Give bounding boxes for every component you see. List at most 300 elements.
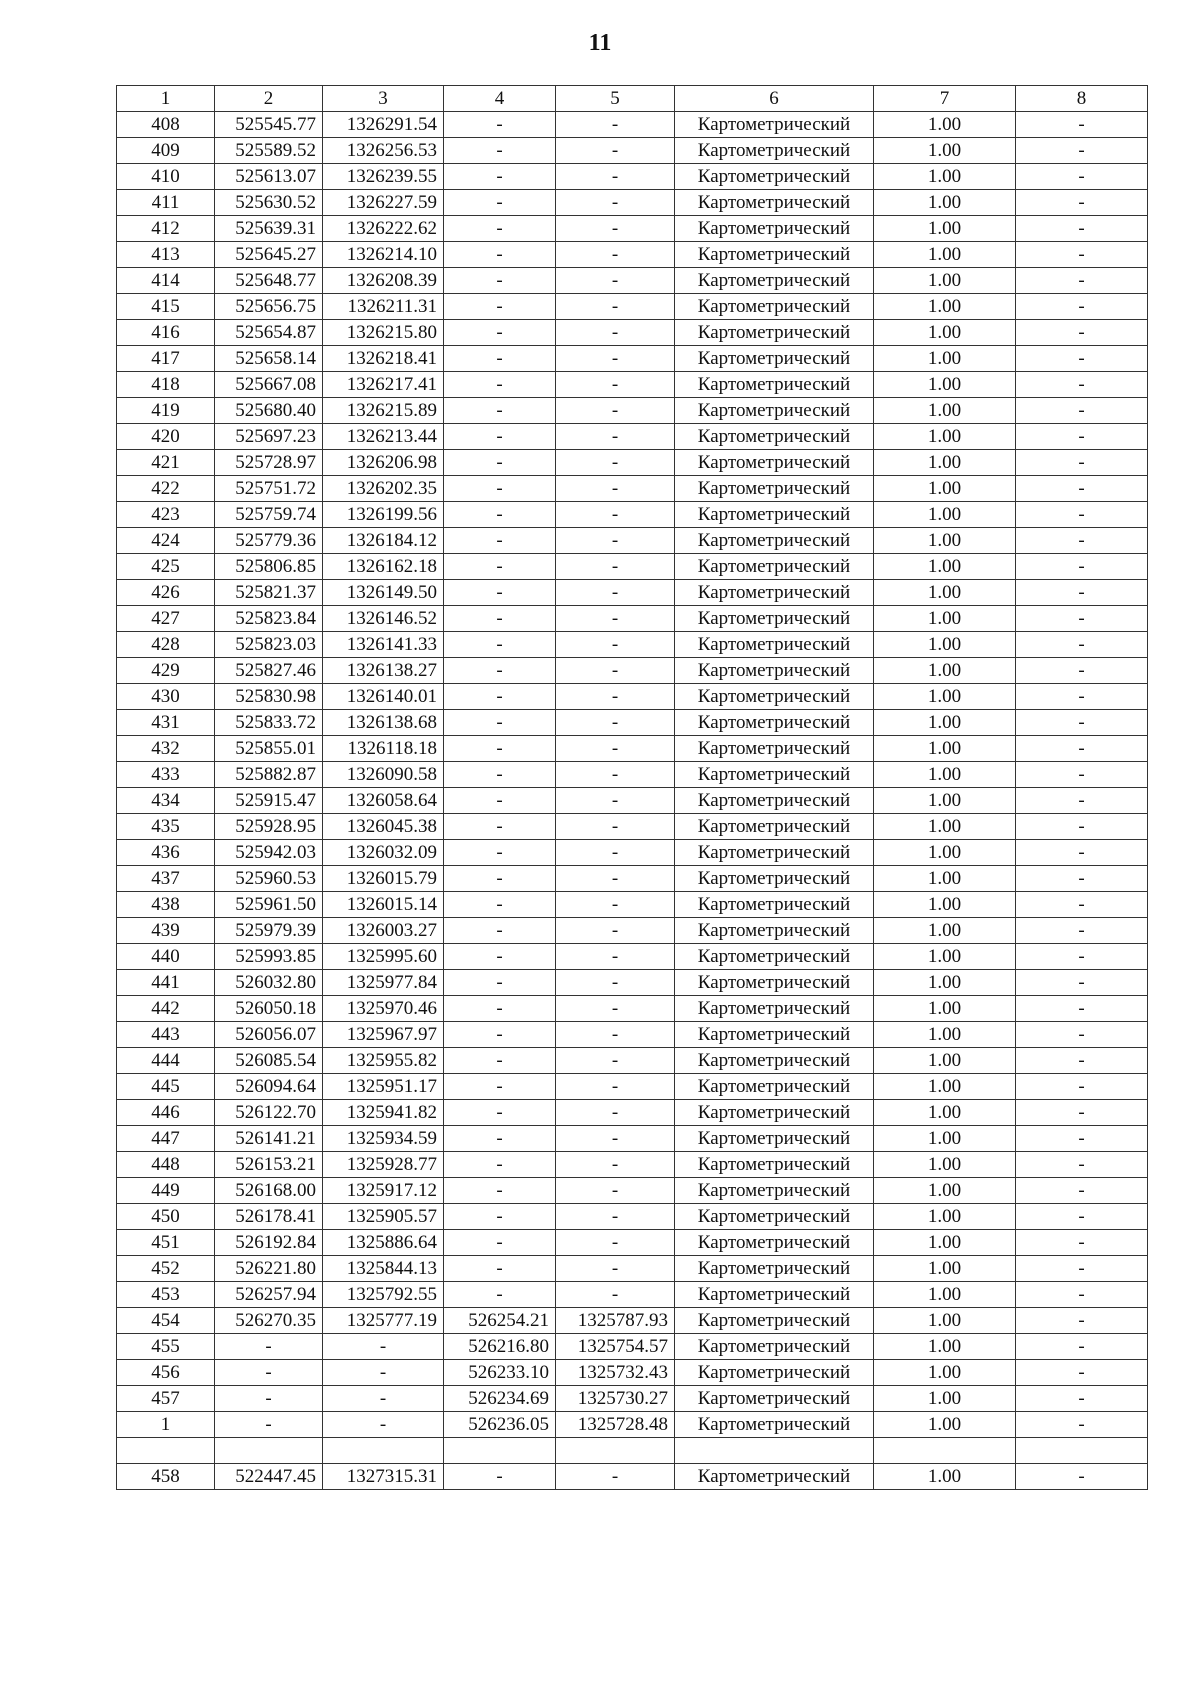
cell-y-coordinate: 1325995.60 bbox=[323, 944, 444, 970]
cell-accuracy: 1.00 bbox=[874, 372, 1016, 398]
cell-y-coordinate: 1325934.59 bbox=[323, 1126, 444, 1152]
cell-y-coordinate: 1326058.64 bbox=[323, 788, 444, 814]
cell-description: - bbox=[1016, 138, 1148, 164]
cell-y-coordinate: 1325844.13 bbox=[323, 1256, 444, 1282]
cell-x-coordinate: 525823.03 bbox=[215, 632, 323, 658]
cell-point-number: 440 bbox=[117, 944, 215, 970]
cell-method: Картометрический bbox=[675, 138, 874, 164]
cell-x-coordinate: 525979.39 bbox=[215, 918, 323, 944]
table-row bbox=[117, 372, 1148, 398]
cell-point-number: 456 bbox=[117, 1360, 215, 1386]
cell-method: Картометрический bbox=[675, 1308, 874, 1334]
cell-x-coordinate-new: - bbox=[444, 1048, 556, 1074]
cell-x-coordinate: 525827.46 bbox=[215, 658, 323, 684]
cell-description: - bbox=[1016, 710, 1148, 736]
cell-y-coordinate: 1326003.27 bbox=[323, 918, 444, 944]
cell-method: Картометрический bbox=[675, 814, 874, 840]
cell-y-coordinate: 1327315.31 bbox=[323, 1464, 444, 1490]
cell-y-coordinate-new: - bbox=[556, 450, 675, 476]
cell-x-coordinate: - bbox=[215, 1386, 323, 1412]
cell-y-coordinate-new: - bbox=[556, 346, 675, 372]
cell-point-number: 451 bbox=[117, 1230, 215, 1256]
cell-x-coordinate: 525680.40 bbox=[215, 398, 323, 424]
cell-accuracy: 1.00 bbox=[874, 1386, 1016, 1412]
cell-x-coordinate-new: - bbox=[444, 1178, 556, 1204]
cell-y-coordinate: 1326218.41 bbox=[323, 346, 444, 372]
cell-x-coordinate: 526032.80 bbox=[215, 970, 323, 996]
cell-x-coordinate: 525667.08 bbox=[215, 372, 323, 398]
cell-accuracy: 1.00 bbox=[874, 736, 1016, 762]
cell-method: Картометрический bbox=[675, 684, 874, 710]
table-row bbox=[117, 1282, 1148, 1308]
cell-description: - bbox=[1016, 268, 1148, 294]
cell-point-number: 431 bbox=[117, 710, 215, 736]
column-header-8: 8 bbox=[1016, 86, 1148, 112]
cell-x-coordinate: 525821.37 bbox=[215, 580, 323, 606]
cell-x-coordinate: 526050.18 bbox=[215, 996, 323, 1022]
cell-description: - bbox=[1016, 1100, 1148, 1126]
cell-description: - bbox=[1016, 1204, 1148, 1230]
cell-y-coordinate: 1326162.18 bbox=[323, 554, 444, 580]
cell-x-coordinate: 525654.87 bbox=[215, 320, 323, 346]
table-row bbox=[117, 268, 1148, 294]
table-row bbox=[117, 502, 1148, 528]
cell-x-coordinate: 525806.85 bbox=[215, 554, 323, 580]
cell-y-coordinate-new: - bbox=[556, 996, 675, 1022]
cell-method: Картометрический bbox=[675, 1230, 874, 1256]
cell-x-coordinate-new: - bbox=[444, 892, 556, 918]
cell-accuracy: 1.00 bbox=[874, 502, 1016, 528]
cell-point-number: 454 bbox=[117, 1308, 215, 1334]
cell-accuracy: 1.00 bbox=[874, 840, 1016, 866]
cell-y-coordinate-new: 1325754.57 bbox=[556, 1334, 675, 1360]
cell-x-coordinate: 525928.95 bbox=[215, 814, 323, 840]
table-row bbox=[117, 320, 1148, 346]
cell-y-coordinate: 1326199.56 bbox=[323, 502, 444, 528]
cell-method: Картометрический bbox=[675, 762, 874, 788]
cell-description: - bbox=[1016, 736, 1148, 762]
cell-y-coordinate: 1325792.55 bbox=[323, 1282, 444, 1308]
coordinates-table bbox=[116, 85, 1148, 1490]
cell-accuracy: 1.00 bbox=[874, 294, 1016, 320]
cell-point-number: 439 bbox=[117, 918, 215, 944]
table-row bbox=[117, 996, 1148, 1022]
cell-y-coordinate-new: - bbox=[556, 424, 675, 450]
cell-y-coordinate: 1326256.53 bbox=[323, 138, 444, 164]
cell-y-coordinate: 1326211.31 bbox=[323, 294, 444, 320]
cell-y-coordinate: 1325928.77 bbox=[323, 1152, 444, 1178]
table-row bbox=[117, 866, 1148, 892]
cell-x-coordinate: 526192.84 bbox=[215, 1230, 323, 1256]
cell-x-coordinate: 525589.52 bbox=[215, 138, 323, 164]
cell-x-coordinate: 526094.64 bbox=[215, 1074, 323, 1100]
cell-y-coordinate: 1326138.68 bbox=[323, 710, 444, 736]
cell-y-coordinate-new: - bbox=[556, 112, 675, 138]
cell-method: Картометрический bbox=[675, 1282, 874, 1308]
cell-x-coordinate-new: 526236.05 bbox=[444, 1412, 556, 1438]
cell-y-coordinate: 1326118.18 bbox=[323, 736, 444, 762]
cell-method: Картометрический bbox=[675, 1152, 874, 1178]
cell-y-coordinate-new: - bbox=[556, 632, 675, 658]
table-row bbox=[117, 294, 1148, 320]
cell-y-coordinate: 1325977.84 bbox=[323, 970, 444, 996]
cell-y-coordinate-new: - bbox=[556, 372, 675, 398]
cell-x-coordinate: 525759.74 bbox=[215, 502, 323, 528]
cell-y-coordinate-new: - bbox=[556, 1126, 675, 1152]
table-row bbox=[117, 450, 1148, 476]
cell-point-number: 448 bbox=[117, 1152, 215, 1178]
cell-y-coordinate-new: - bbox=[556, 1230, 675, 1256]
cell-y-coordinate-new: - bbox=[556, 476, 675, 502]
cell-x-coordinate: 525961.50 bbox=[215, 892, 323, 918]
cell-y-coordinate: 1325905.57 bbox=[323, 1204, 444, 1230]
cell-y-coordinate-new: - bbox=[556, 866, 675, 892]
table-row bbox=[117, 398, 1148, 424]
cell-method: Картометрический bbox=[675, 918, 874, 944]
cell-y-coordinate: - bbox=[323, 1334, 444, 1360]
cell-y-coordinate: 1326239.55 bbox=[323, 164, 444, 190]
cell-x-coordinate-new: - bbox=[444, 684, 556, 710]
cell-method: Картометрический bbox=[675, 580, 874, 606]
cell-y-coordinate-new: - bbox=[556, 320, 675, 346]
cell-point-number: 418 bbox=[117, 372, 215, 398]
cell-description: - bbox=[1016, 762, 1148, 788]
cell-point-number: 438 bbox=[117, 892, 215, 918]
cell-y-coordinate: 1326138.27 bbox=[323, 658, 444, 684]
cell-method: Картометрический bbox=[675, 1074, 874, 1100]
column-header-4: 4 bbox=[444, 86, 556, 112]
cell-description: - bbox=[1016, 1230, 1148, 1256]
cell-y-coordinate: 1325777.19 bbox=[323, 1308, 444, 1334]
cell-y-coordinate: 1326015.79 bbox=[323, 866, 444, 892]
cell-x-coordinate: 525942.03 bbox=[215, 840, 323, 866]
cell-description: - bbox=[1016, 216, 1148, 242]
cell-point-number: 441 bbox=[117, 970, 215, 996]
cell-description: - bbox=[1016, 1152, 1148, 1178]
table-row bbox=[117, 788, 1148, 814]
table-row bbox=[117, 1074, 1148, 1100]
table-header-row bbox=[117, 86, 1148, 112]
cell-accuracy: 1.00 bbox=[874, 1074, 1016, 1100]
cell-y-coordinate: 1326015.14 bbox=[323, 892, 444, 918]
cell-point-number: 429 bbox=[117, 658, 215, 684]
cell-method: Картометрический bbox=[675, 1360, 874, 1386]
cell-point-number: 450 bbox=[117, 1204, 215, 1230]
cell-y-coordinate: 1326215.80 bbox=[323, 320, 444, 346]
cell-y-coordinate-new: - bbox=[556, 1022, 675, 1048]
cell-y-coordinate-new: - bbox=[556, 892, 675, 918]
cell-x-coordinate-new: - bbox=[444, 814, 556, 840]
cell-y-coordinate: 1325886.64 bbox=[323, 1230, 444, 1256]
cell-point-number: 444 bbox=[117, 1048, 215, 1074]
cell-method: Картометрический bbox=[675, 1178, 874, 1204]
cell-description: - bbox=[1016, 372, 1148, 398]
table-row bbox=[117, 1464, 1148, 1490]
cell-x-coordinate-new: - bbox=[444, 294, 556, 320]
cell-description: - bbox=[1016, 892, 1148, 918]
cell-description: - bbox=[1016, 814, 1148, 840]
cell-x-coordinate-new: - bbox=[444, 1152, 556, 1178]
table-row bbox=[117, 1308, 1148, 1334]
cell-description: - bbox=[1016, 944, 1148, 970]
cell-y-coordinate: 1325917.12 bbox=[323, 1178, 444, 1204]
cell-point-number: 435 bbox=[117, 814, 215, 840]
table-row bbox=[117, 138, 1148, 164]
cell-point-number bbox=[117, 1438, 215, 1464]
table-row bbox=[117, 892, 1148, 918]
cell-accuracy: 1.00 bbox=[874, 970, 1016, 996]
table-row bbox=[117, 762, 1148, 788]
cell-y-coordinate: 1326206.98 bbox=[323, 450, 444, 476]
cell-point-number: 437 bbox=[117, 866, 215, 892]
cell-accuracy: 1.00 bbox=[874, 788, 1016, 814]
cell-method: Картометрический bbox=[675, 710, 874, 736]
cell-accuracy: 1.00 bbox=[874, 1152, 1016, 1178]
cell-point-number: 423 bbox=[117, 502, 215, 528]
cell-x-coordinate: 525697.23 bbox=[215, 424, 323, 450]
cell-accuracy: 1.00 bbox=[874, 268, 1016, 294]
cell-method: Картометрический bbox=[675, 866, 874, 892]
table-row bbox=[117, 528, 1148, 554]
cell-description: - bbox=[1016, 1126, 1148, 1152]
table-row bbox=[117, 684, 1148, 710]
cell-y-coordinate-new: - bbox=[556, 788, 675, 814]
column-header-3: 3 bbox=[323, 86, 444, 112]
cell-method: Картометрический bbox=[675, 1256, 874, 1282]
cell-x-coordinate: 525639.31 bbox=[215, 216, 323, 242]
cell-accuracy: 1.00 bbox=[874, 1048, 1016, 1074]
cell-method: Картометрический bbox=[675, 294, 874, 320]
table-body bbox=[117, 112, 1148, 1490]
cell-y-coordinate-new: - bbox=[556, 268, 675, 294]
table-row bbox=[117, 112, 1148, 138]
cell-x-coordinate: 525545.77 bbox=[215, 112, 323, 138]
cell-point-number: 458 bbox=[117, 1464, 215, 1490]
cell-x-coordinate: 525645.27 bbox=[215, 242, 323, 268]
cell-accuracy: 1.00 bbox=[874, 580, 1016, 606]
cell-x-coordinate: - bbox=[215, 1360, 323, 1386]
cell-x-coordinate: 525658.14 bbox=[215, 346, 323, 372]
cell-y-coordinate-new: - bbox=[556, 1100, 675, 1126]
cell-method: Картометрический bbox=[675, 1204, 874, 1230]
cell-x-coordinate: 526153.21 bbox=[215, 1152, 323, 1178]
cell-x-coordinate-new: - bbox=[444, 242, 556, 268]
cell-y-coordinate: 1326141.33 bbox=[323, 632, 444, 658]
cell-x-coordinate: - bbox=[215, 1412, 323, 1438]
cell-accuracy: 1.00 bbox=[874, 450, 1016, 476]
table-row bbox=[117, 1386, 1148, 1412]
cell-y-coordinate-new: - bbox=[556, 216, 675, 242]
cell-x-coordinate bbox=[215, 1438, 323, 1464]
cell-method: Картометрический bbox=[675, 346, 874, 372]
cell-description: - bbox=[1016, 294, 1148, 320]
cell-y-coordinate-new: - bbox=[556, 606, 675, 632]
cell-description: - bbox=[1016, 918, 1148, 944]
cell-point-number: 446 bbox=[117, 1100, 215, 1126]
table-row bbox=[117, 606, 1148, 632]
cell-method: Картометрический bbox=[675, 606, 874, 632]
cell-y-coordinate-new: - bbox=[556, 164, 675, 190]
table-row bbox=[117, 944, 1148, 970]
cell-accuracy: 1.00 bbox=[874, 1178, 1016, 1204]
cell-x-coordinate: 525613.07 bbox=[215, 164, 323, 190]
cell-method: Картометрический bbox=[675, 398, 874, 424]
table-row bbox=[117, 632, 1148, 658]
table-row bbox=[117, 1334, 1148, 1360]
cell-point-number: 428 bbox=[117, 632, 215, 658]
cell-point-number: 457 bbox=[117, 1386, 215, 1412]
cell-y-coordinate-new: - bbox=[556, 190, 675, 216]
cell-x-coordinate-new: - bbox=[444, 346, 556, 372]
cell-x-coordinate-new: - bbox=[444, 138, 556, 164]
cell-y-coordinate: 1326140.01 bbox=[323, 684, 444, 710]
cell-description: - bbox=[1016, 632, 1148, 658]
cell-y-coordinate-new: - bbox=[556, 970, 675, 996]
cell-y-coordinate: 1326227.59 bbox=[323, 190, 444, 216]
table-row bbox=[117, 1230, 1148, 1256]
page-number: 11 bbox=[588, 30, 612, 56]
cell-x-coordinate: 525915.47 bbox=[215, 788, 323, 814]
cell-x-coordinate-new: - bbox=[444, 866, 556, 892]
cell-accuracy: 1.00 bbox=[874, 190, 1016, 216]
cell-x-coordinate-new: - bbox=[444, 528, 556, 554]
cell-description: - bbox=[1016, 476, 1148, 502]
cell-method: Картометрический bbox=[675, 268, 874, 294]
cell-y-coordinate-new: 1325732.43 bbox=[556, 1360, 675, 1386]
cell-y-coordinate: 1325951.17 bbox=[323, 1074, 444, 1100]
cell-description: - bbox=[1016, 1048, 1148, 1074]
cell-point-number: 422 bbox=[117, 476, 215, 502]
cell-point-number: 1 bbox=[117, 1412, 215, 1438]
cell-method bbox=[675, 1438, 874, 1464]
cell-x-coordinate-new: - bbox=[444, 996, 556, 1022]
table-row bbox=[117, 1178, 1148, 1204]
cell-x-coordinate-new: - bbox=[444, 424, 556, 450]
cell-method: Картометрический bbox=[675, 424, 874, 450]
cell-x-coordinate: 526178.41 bbox=[215, 1204, 323, 1230]
cell-y-coordinate: 1325955.82 bbox=[323, 1048, 444, 1074]
cell-description: - bbox=[1016, 320, 1148, 346]
cell-method: Картометрический bbox=[675, 1126, 874, 1152]
cell-x-coordinate-new: - bbox=[444, 1230, 556, 1256]
cell-y-coordinate-new: 1325728.48 bbox=[556, 1412, 675, 1438]
cell-y-coordinate-new: - bbox=[556, 242, 675, 268]
cell-description: - bbox=[1016, 1360, 1148, 1386]
cell-x-coordinate-new: - bbox=[444, 788, 556, 814]
cell-accuracy: 1.00 bbox=[874, 320, 1016, 346]
cell-y-coordinate: 1326217.41 bbox=[323, 372, 444, 398]
cell-method: Картометрический bbox=[675, 554, 874, 580]
cell-description: - bbox=[1016, 658, 1148, 684]
cell-method: Картометрический bbox=[675, 372, 874, 398]
cell-accuracy: 1.00 bbox=[874, 1126, 1016, 1152]
table-row bbox=[117, 1204, 1148, 1230]
cell-method: Картометрический bbox=[675, 632, 874, 658]
cell-point-number: 415 bbox=[117, 294, 215, 320]
cell-y-coordinate-new: - bbox=[556, 398, 675, 424]
cell-description: - bbox=[1016, 424, 1148, 450]
cell-point-number: 424 bbox=[117, 528, 215, 554]
cell-point-number: 412 bbox=[117, 216, 215, 242]
cell-point-number: 455 bbox=[117, 1334, 215, 1360]
table-row bbox=[117, 814, 1148, 840]
cell-y-coordinate-new: - bbox=[556, 918, 675, 944]
cell-method: Картометрический bbox=[675, 112, 874, 138]
cell-y-coordinate-new: - bbox=[556, 762, 675, 788]
table-row bbox=[117, 164, 1148, 190]
table-row bbox=[117, 580, 1148, 606]
cell-point-number: 421 bbox=[117, 450, 215, 476]
cell-accuracy: 1.00 bbox=[874, 996, 1016, 1022]
cell-accuracy bbox=[874, 1438, 1016, 1464]
cell-method: Картометрический bbox=[675, 1022, 874, 1048]
cell-x-coordinate-new: - bbox=[444, 502, 556, 528]
cell-x-coordinate: 526122.70 bbox=[215, 1100, 323, 1126]
cell-x-coordinate-new: - bbox=[444, 372, 556, 398]
cell-accuracy: 1.00 bbox=[874, 710, 1016, 736]
cell-x-coordinate-new: - bbox=[444, 1282, 556, 1308]
cell-y-coordinate-new: - bbox=[556, 710, 675, 736]
cell-point-number: 419 bbox=[117, 398, 215, 424]
cell-accuracy: 1.00 bbox=[874, 528, 1016, 554]
cell-x-coordinate-new: - bbox=[444, 632, 556, 658]
cell-method: Картометрический bbox=[675, 658, 874, 684]
cell-description: - bbox=[1016, 1334, 1148, 1360]
cell-description: - bbox=[1016, 996, 1148, 1022]
cell-y-coordinate: 1325967.97 bbox=[323, 1022, 444, 1048]
cell-point-number: 417 bbox=[117, 346, 215, 372]
cell-y-coordinate-new: - bbox=[556, 1152, 675, 1178]
table-row bbox=[117, 970, 1148, 996]
cell-method: Картометрический bbox=[675, 892, 874, 918]
cell-y-coordinate-new: - bbox=[556, 1178, 675, 1204]
cell-x-coordinate-new bbox=[444, 1438, 556, 1464]
cell-accuracy: 1.00 bbox=[874, 658, 1016, 684]
cell-description: - bbox=[1016, 1074, 1148, 1100]
cell-accuracy: 1.00 bbox=[874, 346, 1016, 372]
cell-y-coordinate-new: - bbox=[556, 1282, 675, 1308]
cell-accuracy: 1.00 bbox=[874, 918, 1016, 944]
cell-y-coordinate: 1326208.39 bbox=[323, 268, 444, 294]
cell-y-coordinate-new: - bbox=[556, 1464, 675, 1490]
cell-accuracy: 1.00 bbox=[874, 1282, 1016, 1308]
cell-point-number: 434 bbox=[117, 788, 215, 814]
cell-method: Картометрический bbox=[675, 840, 874, 866]
cell-accuracy: 1.00 bbox=[874, 1022, 1016, 1048]
table-row bbox=[117, 346, 1148, 372]
table-row bbox=[117, 216, 1148, 242]
cell-method: Картометрический bbox=[675, 1464, 874, 1490]
cell-x-coordinate-new: - bbox=[444, 320, 556, 346]
column-header-2: 2 bbox=[215, 86, 323, 112]
cell-description: - bbox=[1016, 606, 1148, 632]
cell-accuracy: 1.00 bbox=[874, 944, 1016, 970]
cell-point-number: 413 bbox=[117, 242, 215, 268]
cell-x-coordinate: 526141.21 bbox=[215, 1126, 323, 1152]
cell-point-number: 427 bbox=[117, 606, 215, 632]
cell-accuracy: 1.00 bbox=[874, 814, 1016, 840]
table-row bbox=[117, 554, 1148, 580]
cell-description: - bbox=[1016, 580, 1148, 606]
cell-point-number: 445 bbox=[117, 1074, 215, 1100]
cell-x-coordinate: 525960.53 bbox=[215, 866, 323, 892]
cell-y-coordinate-new: - bbox=[556, 580, 675, 606]
cell-method: Картометрический bbox=[675, 242, 874, 268]
cell-accuracy: 1.00 bbox=[874, 398, 1016, 424]
cell-y-coordinate-new: - bbox=[556, 502, 675, 528]
cell-description: - bbox=[1016, 554, 1148, 580]
cell-x-coordinate-new: - bbox=[444, 658, 556, 684]
